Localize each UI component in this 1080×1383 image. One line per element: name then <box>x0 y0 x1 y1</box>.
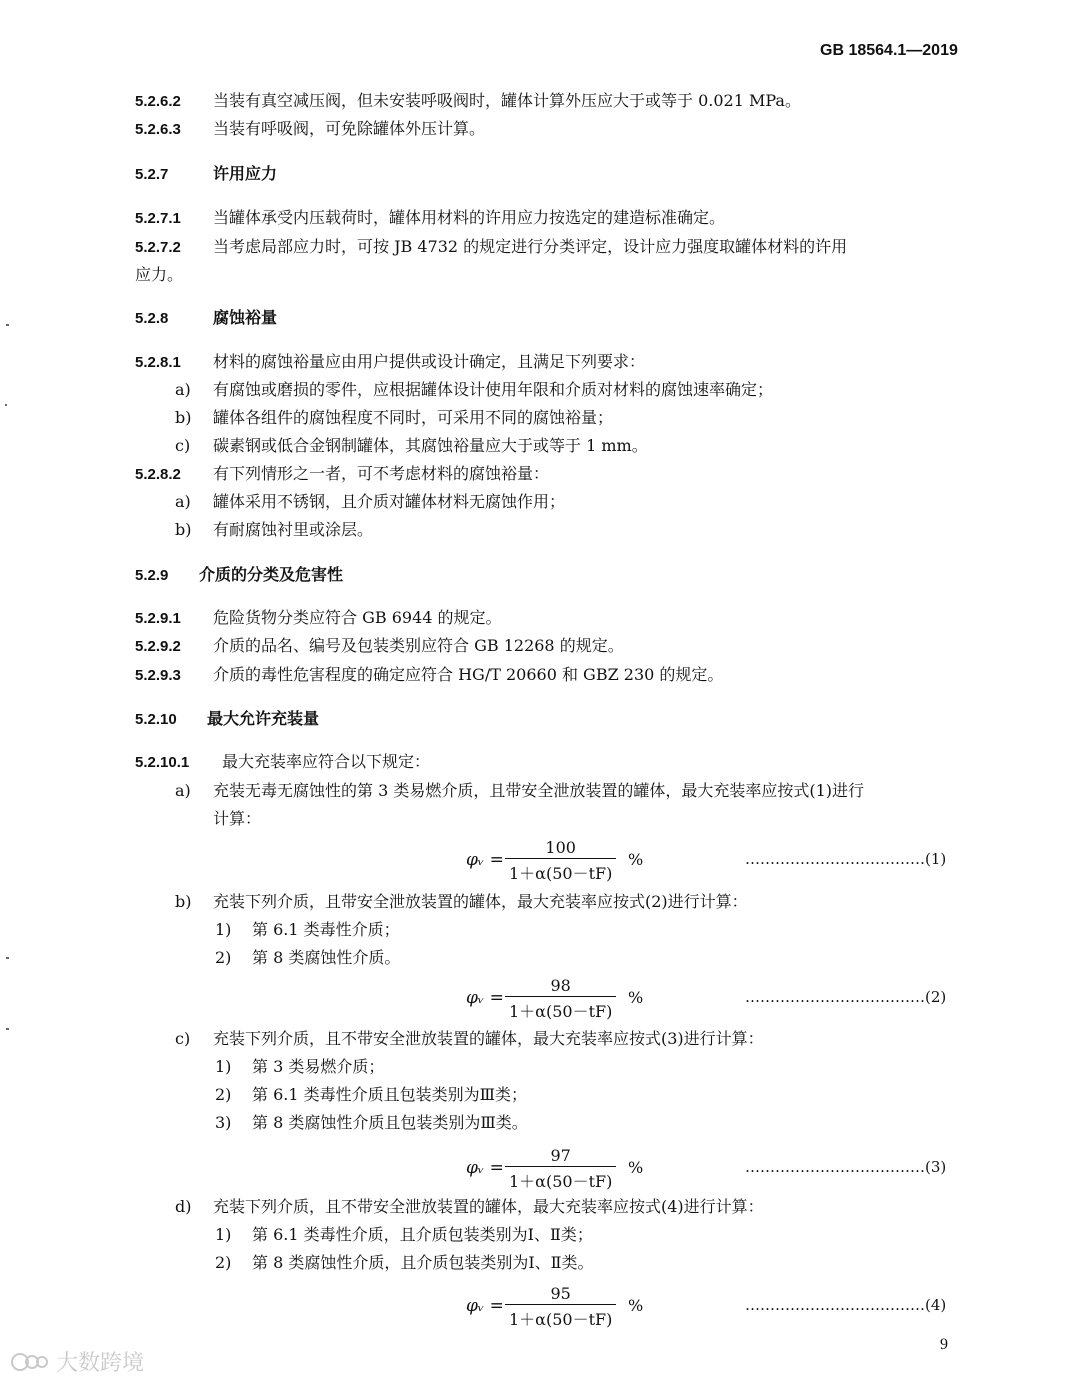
watermark-logo-icon <box>10 1350 50 1374</box>
section-number: 5.2.7 <box>135 166 169 183</box>
percent-sign: % <box>628 1158 644 1177</box>
formula-fraction <box>505 1146 616 1192</box>
clause-text-continued: 应力。 <box>135 265 184 284</box>
clause-number: 5.2.7.1 <box>135 210 181 227</box>
clause-text: 材料的腐蚀裕量应由用户提供或设计确定，且满足下列要求： <box>213 352 646 371</box>
scan-speck <box>6 1028 9 1030</box>
standard-number: GB 18564.1—2019 <box>820 42 958 59</box>
formula-reference: ………………………………(2) <box>745 988 947 1006</box>
sublist-item: 第 6.1 类毒性介质且包装类别为Ⅲ类； <box>252 1085 528 1104</box>
list-label: c) <box>175 436 191 455</box>
clause-text: 当装有真空减压阀，但未安装呼吸阀时，罐体计算外压应大于或等于 0.021 MPa。 <box>213 91 801 110</box>
list-item: 充装下列介质，且不带安全泄放装置的罐体，最大充装率应按式(4)进行计算： <box>213 1197 764 1216</box>
formula-fraction <box>505 838 616 884</box>
formula-symbol: φᵥ = <box>466 1296 504 1316</box>
sublist-label: 1) <box>215 920 232 939</box>
sublist-item: 第 8 类腐蚀性介质，且介质包装类别为Ⅰ、Ⅱ类。 <box>252 1253 594 1272</box>
section-number: 5.2.10 <box>135 711 177 728</box>
clause-number: 5.2.7.2 <box>135 239 181 256</box>
clause-number: 5.2.9.3 <box>135 667 181 684</box>
formula-fraction <box>505 1284 616 1330</box>
scan-speck <box>6 957 9 959</box>
watermark-text: 大数跨境 <box>56 1351 145 1376</box>
sublist-label: 2) <box>215 1085 232 1104</box>
formula-reference: ………………………………(4) <box>745 1296 947 1314</box>
list-item: 充装下列介质，且不带安全泄放装置的罐体，最大充装率应按式(3)进行计算： <box>213 1029 764 1048</box>
sublist-item: 第 6.1 类毒性介质； <box>252 920 400 939</box>
formula-symbol: φᵥ = <box>466 850 504 870</box>
clause-text: 最大充装率应符合以下规定： <box>222 752 431 771</box>
formula-reference: ………………………………(1) <box>745 850 947 868</box>
sublist-label: 2) <box>215 1253 232 1272</box>
clause-text: 当罐体承受内压载荷时，罐体用材料的许用应力按选定的建造标准确定。 <box>213 208 726 227</box>
list-label: a) <box>175 781 191 800</box>
clause-text: 当考虑局部应力时，可按 JB 4732 的规定进行分类评定，设计应力强度取罐体材料的许用 <box>213 237 848 256</box>
clause-number: 5.2.9.2 <box>135 638 181 655</box>
clause-number: 5.2.9.1 <box>135 610 181 627</box>
formula-denominator: 1＋α(50－tF) <box>505 1166 616 1192</box>
section-number: 5.2.8 <box>135 310 169 327</box>
section-number: 5.2.9 <box>135 567 169 584</box>
list-item-continued: 计算： <box>213 809 262 828</box>
formula-numerator: 97 <box>550 1146 571 1165</box>
formula-reference: ………………………………(3) <box>745 1158 947 1176</box>
sublist-label: 1) <box>215 1057 232 1076</box>
formula-symbol: φᵥ = <box>466 1158 504 1178</box>
formula-numerator: 95 <box>550 1284 571 1303</box>
formula-fraction <box>505 976 616 1022</box>
clause-text: 介质的毒性危害程度的确定应符合 HG/T 20660 和 GBZ 230 的规定。 <box>213 665 724 684</box>
sublist-label: 2) <box>215 948 232 967</box>
formula-numerator: 100 <box>545 838 576 857</box>
section-heading: 许用应力 <box>213 164 278 183</box>
list-item: 罐体各组件的腐蚀程度不同时，可采用不同的腐蚀裕量； <box>213 408 614 427</box>
formula-denominator: 1＋α(50－tF) <box>505 1304 616 1330</box>
section-heading: 最大允许充装量 <box>207 709 320 728</box>
clause-number: 5.2.8.1 <box>135 354 181 371</box>
page-number: 9 <box>940 1336 948 1353</box>
clause-number: 5.2.8.2 <box>135 466 181 483</box>
list-label: d) <box>175 1197 192 1216</box>
clause-number: 5.2.10.1 <box>135 754 190 771</box>
list-item: 有腐蚀或磨损的零件，应根据罐体设计使用年限和介质对材料的腐蚀速率确定； <box>213 380 774 399</box>
formula-denominator: 1＋α(50－tF) <box>505 996 616 1022</box>
formula-numerator: 98 <box>550 976 571 995</box>
clause-text: 当装有呼吸阀，可免除罐体外压计算。 <box>213 119 486 138</box>
sublist-item: 第 6.1 类毒性介质，且介质包装类别为Ⅰ、Ⅱ类； <box>252 1225 593 1244</box>
sublist-item: 第 8 类腐蚀性介质且包装类别为Ⅲ类。 <box>252 1113 528 1132</box>
clause-number: 5.2.6.2 <box>135 93 181 110</box>
percent-sign: % <box>628 988 644 1007</box>
list-item: 充装下列介质，且带安全泄放装置的罐体，最大充装率应按式(2)进行计算： <box>213 892 748 911</box>
list-item: 有耐腐蚀衬里或涂层。 <box>213 520 374 539</box>
section-heading: 介质的分类及危害性 <box>199 565 344 584</box>
percent-sign: % <box>628 850 644 869</box>
list-label: b) <box>175 520 192 539</box>
sublist-label: 1) <box>215 1225 232 1244</box>
scan-speck <box>5 404 7 406</box>
list-label: b) <box>175 892 192 911</box>
list-item: 碳素钢或低合金钢制罐体，其腐蚀裕量应大于或等于 1 mm。 <box>213 436 648 455</box>
clause-number: 5.2.6.3 <box>135 121 181 138</box>
section-heading: 腐蚀裕量 <box>213 308 278 327</box>
clause-text: 介质的品名、编号及包装类别应符合 GB 12268 的规定。 <box>213 636 624 655</box>
formula-symbol: φᵥ = <box>466 988 504 1008</box>
list-item: 罐体采用不锈钢，且介质对罐体材料无腐蚀作用； <box>213 492 566 511</box>
formula-denominator: 1＋α(50－tF) <box>505 858 616 884</box>
clause-text: 有下列情形之一者，可不考虑材料的腐蚀裕量： <box>213 464 550 483</box>
watermark <box>10 1346 144 1377</box>
list-label: b) <box>175 408 192 427</box>
percent-sign: % <box>628 1296 644 1315</box>
list-label: a) <box>175 492 191 511</box>
list-item: 充装无毒无腐蚀性的第 3 类易燃介质，且带安全泄放装置的罐体，最大充装率应按式(1)进行 <box>213 781 865 800</box>
list-label: c) <box>175 1029 191 1048</box>
sublist-label: 3) <box>215 1113 232 1132</box>
sublist-item: 第 3 类易燃介质； <box>252 1057 385 1076</box>
list-label: a) <box>175 380 191 399</box>
scan-speck <box>6 324 9 326</box>
clause-text: 危险货物分类应符合 GB 6944 的规定。 <box>213 608 502 627</box>
sublist-item: 第 8 类腐蚀性介质。 <box>252 948 401 967</box>
